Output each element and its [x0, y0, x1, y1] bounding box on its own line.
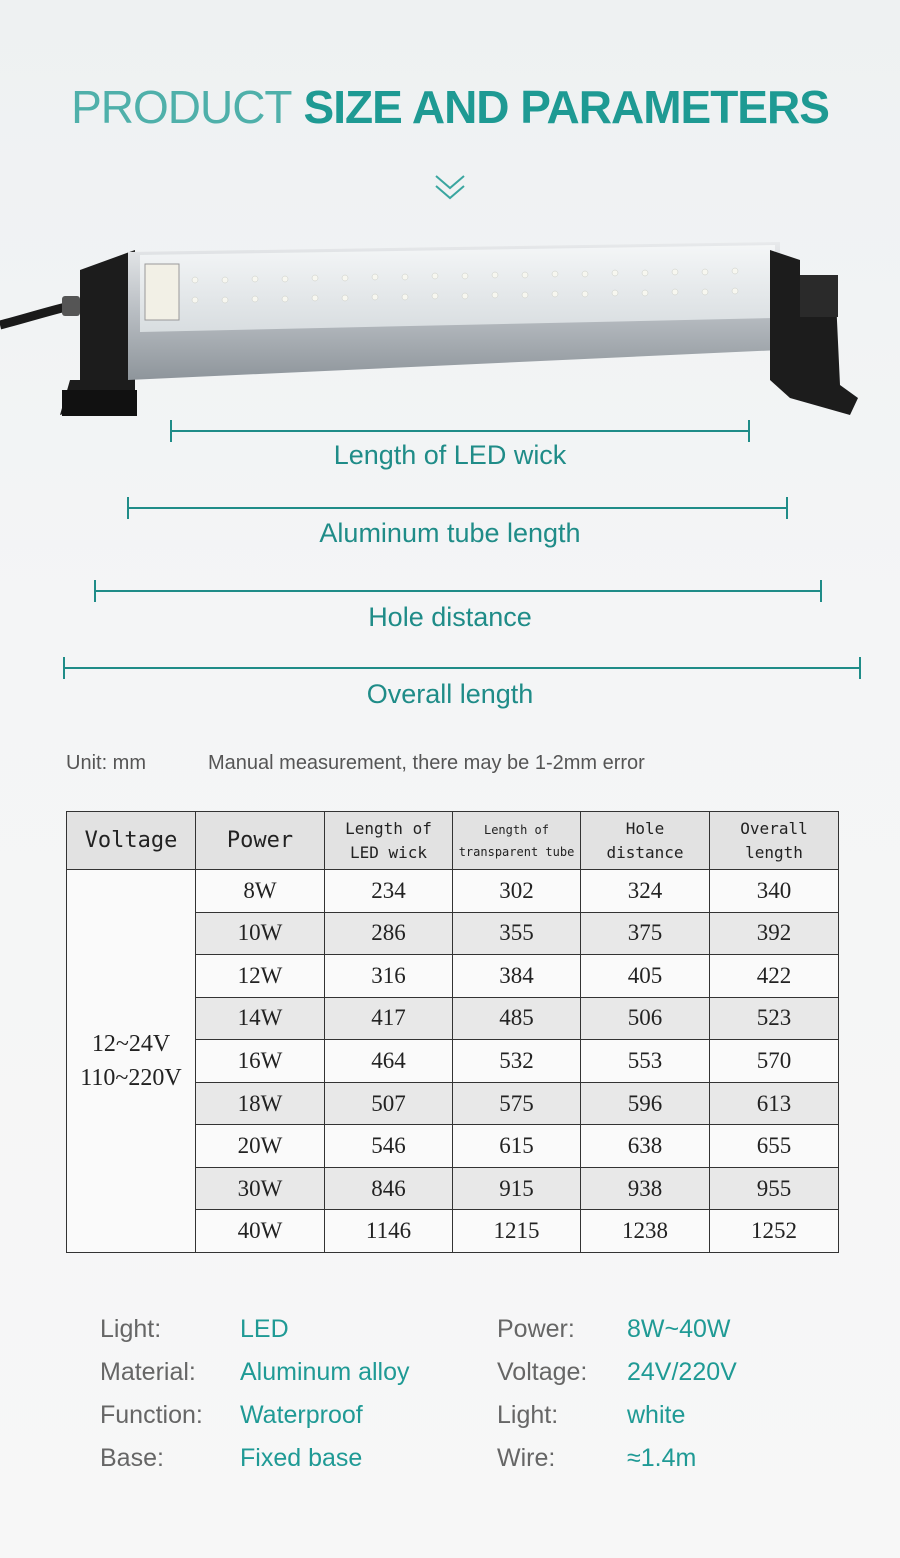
- param-right-3: Wire:: [497, 1444, 556, 1472]
- param-right-0: Power:: [497, 1315, 575, 1343]
- dimension-line-overall: [63, 657, 861, 681]
- dimension-label-hole: Hole distance: [368, 602, 532, 632]
- table-row: 18W 507 575 596 613: [67, 1082, 839, 1125]
- table-row: 10W 286 355 375 392: [67, 912, 839, 955]
- table-header-row: [67, 812, 839, 870]
- dimension-label-tube: Aluminum tube length: [319, 518, 581, 548]
- param-right-3-value: ≈1.4m: [627, 1444, 697, 1472]
- param-left-2-value: Waterproof: [240, 1401, 363, 1429]
- table-row: 12W 316 384 405 422: [67, 955, 839, 998]
- dimension-label-led-wick: Length of LED wick: [333, 440, 567, 470]
- param-right-2: Light:: [497, 1401, 559, 1429]
- table-row: 30W 846 915 938 955: [67, 1167, 839, 1210]
- param-left-1-value: Aluminum alloy: [240, 1358, 410, 1386]
- header-led-wick: Length of LED wick: [325, 812, 453, 870]
- param-left-1: Material:: [100, 1358, 196, 1386]
- param-right-1: Voltage:: [497, 1358, 588, 1386]
- header-transparent-tube: Length of transparent tube: [453, 812, 581, 870]
- voltage-cell: 12~24V 110~220V: [67, 870, 196, 1253]
- table-row: 20W 546 615 638 655: [67, 1125, 839, 1168]
- param-left-3: Base:: [100, 1444, 164, 1472]
- header-hole-distance: Hole distance: [581, 812, 710, 870]
- param-left-0-value: LED: [240, 1315, 289, 1343]
- chevron-down-icon: [430, 172, 470, 204]
- table-row: 12~24V 110~220V 8W 234 302 324 340: [67, 870, 839, 913]
- title-bold: SIZE AND PARAMETERS: [303, 81, 829, 133]
- error-note: Manual measurement, there may be 1-2mm error: [208, 752, 645, 774]
- unit-note: Unit: mm: [66, 752, 146, 774]
- dimension-label-overall: Overall length: [366, 679, 534, 709]
- param-left-2: Function:: [100, 1401, 203, 1429]
- param-right-1-value: 24V/220V: [627, 1358, 737, 1386]
- header-power: Power: [196, 812, 325, 870]
- param-left-3-value: Fixed base: [240, 1444, 363, 1472]
- led-lamp-image: [0, 230, 900, 430]
- spec-table: [66, 811, 839, 1253]
- param-right-0-value: 8W~40W: [627, 1315, 731, 1343]
- page-title: [0, 80, 900, 134]
- table-row: 40W 1146 1215 1238 1252: [67, 1210, 839, 1253]
- param-left-0: Light:: [100, 1315, 162, 1343]
- table-row: 14W 417 485 506 523: [67, 997, 839, 1040]
- table-row: 16W 464 532 553 570: [67, 1040, 839, 1083]
- header-voltage: Voltage: [67, 812, 196, 870]
- header-overall-length: Overall length: [710, 812, 839, 870]
- title-light: PRODUCT: [71, 81, 292, 133]
- param-right-2-value: white: [627, 1401, 686, 1429]
- dimension-line-hole: [94, 580, 822, 604]
